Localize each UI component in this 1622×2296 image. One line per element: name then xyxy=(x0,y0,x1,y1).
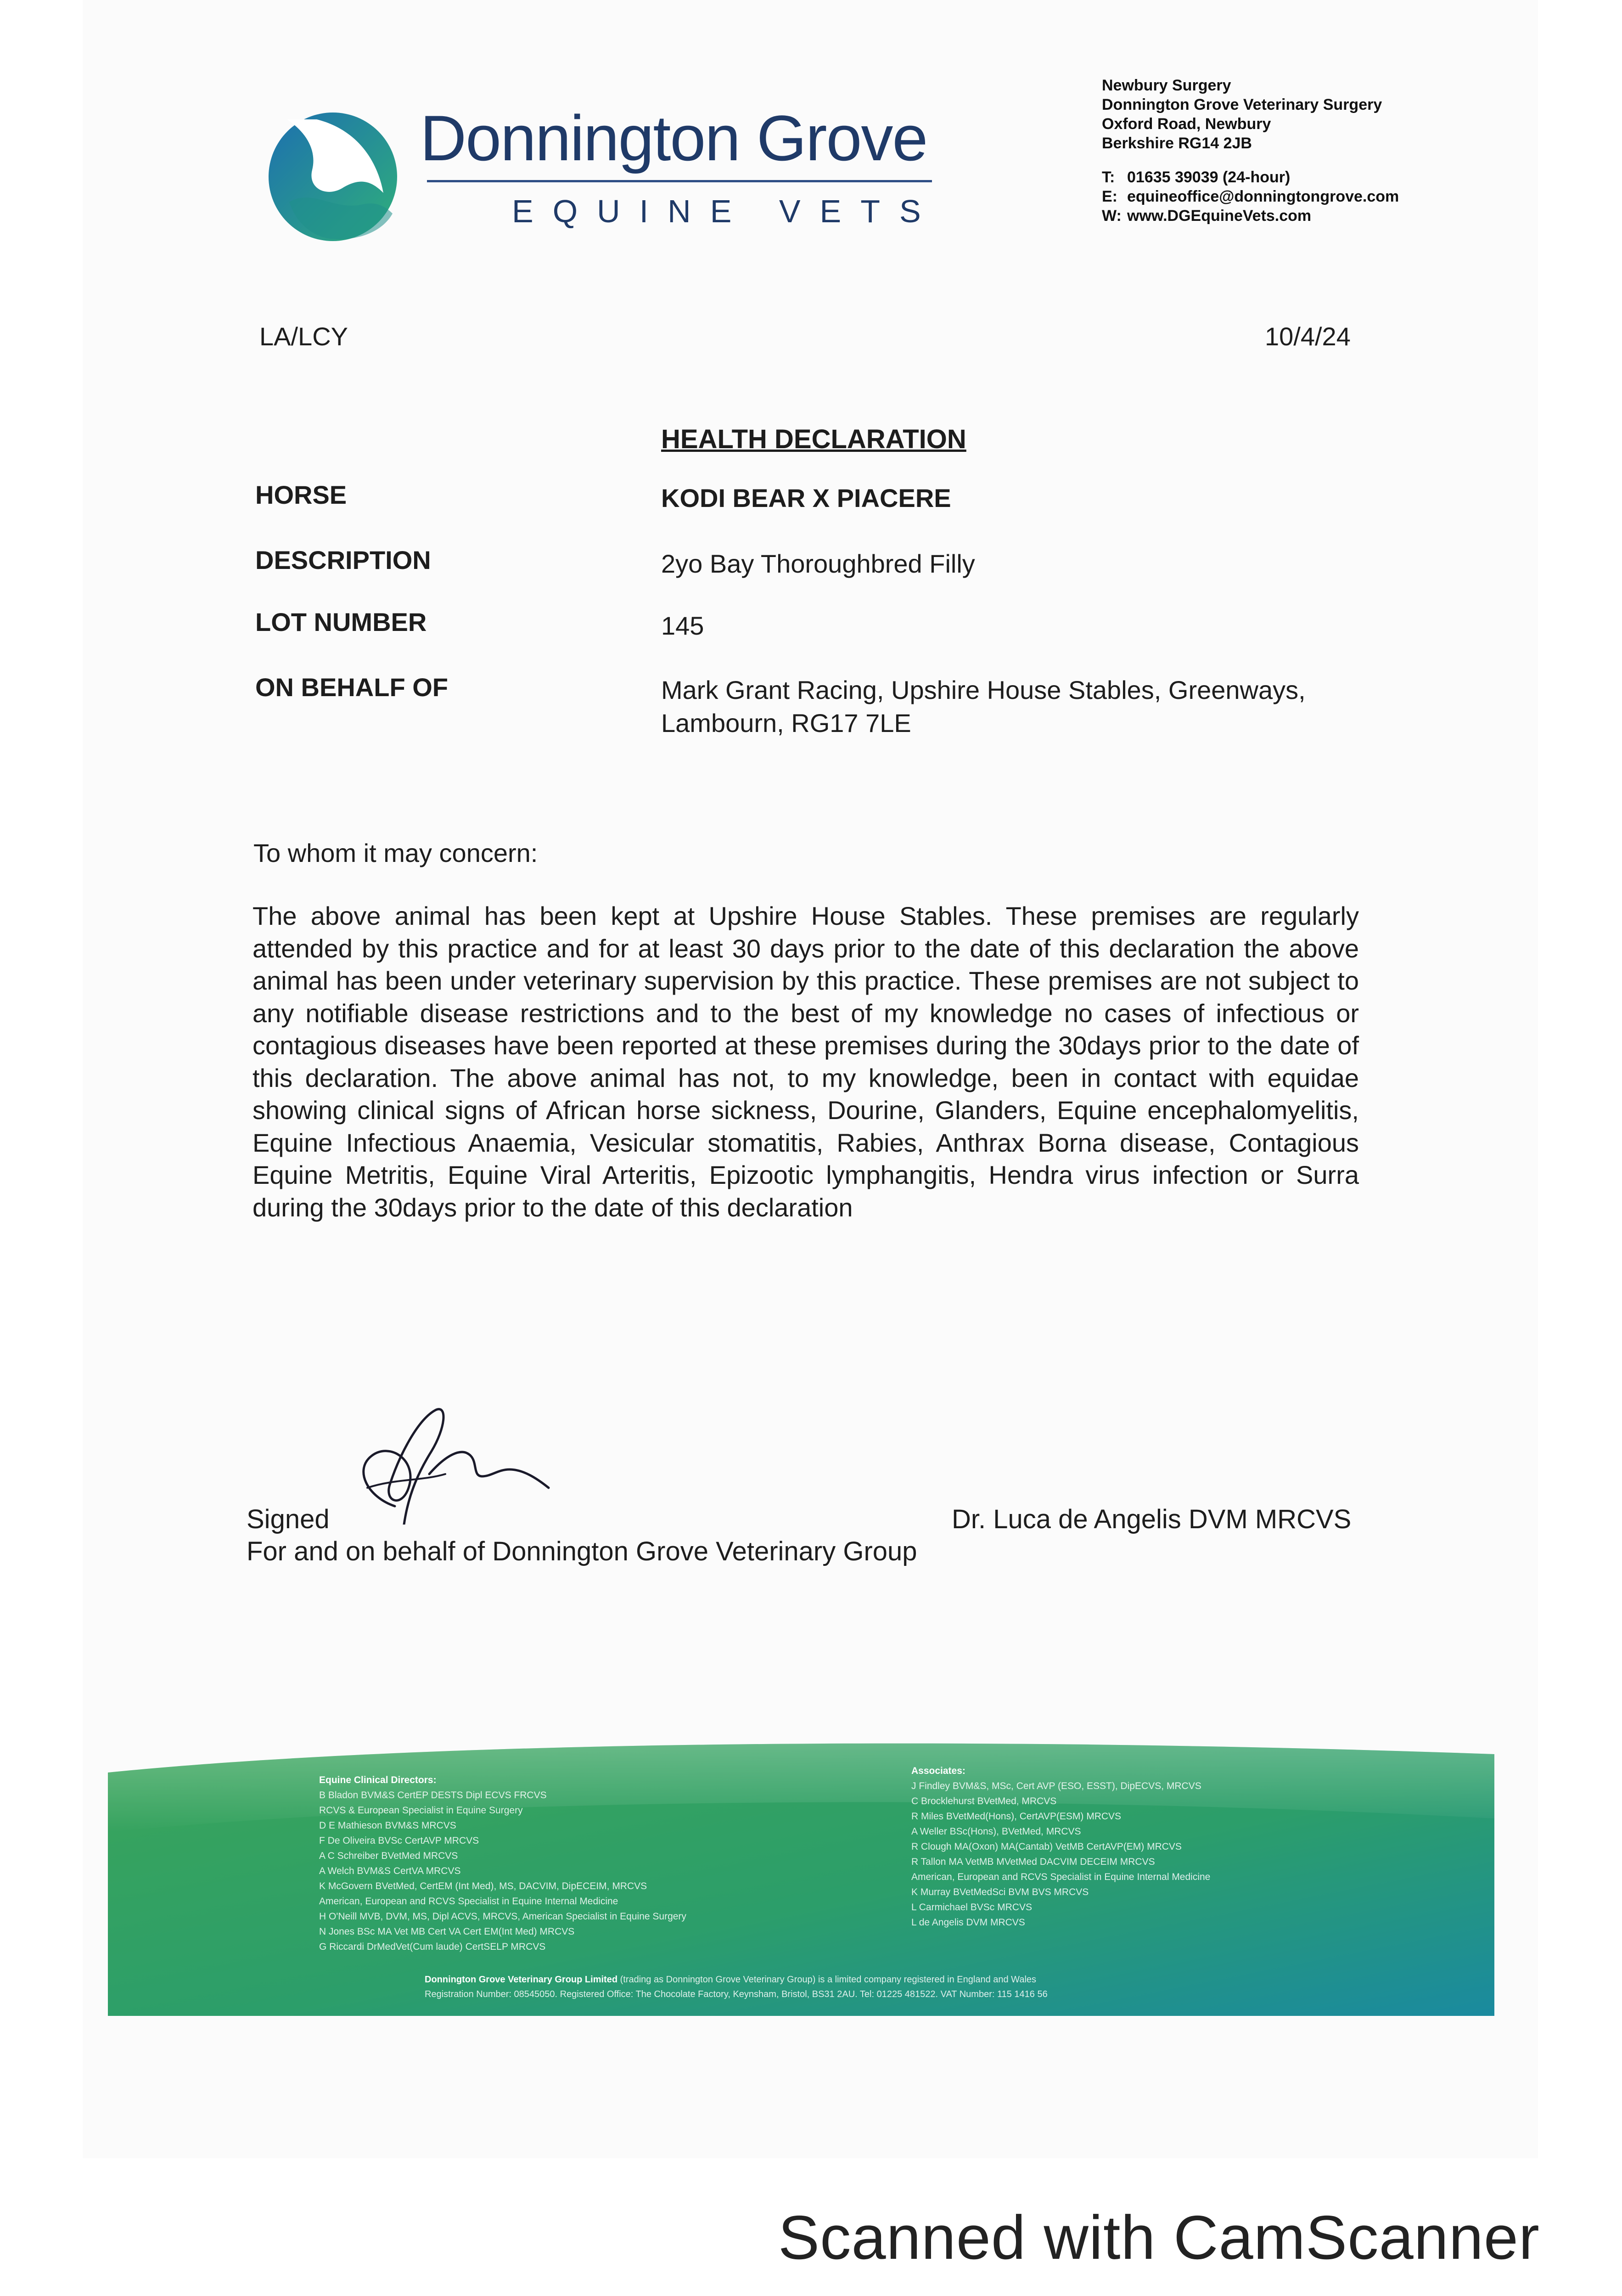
director-line: American, European and RCVS Specialist in Equine Internal Medicine xyxy=(319,1896,618,1907)
address-line: Donnington Grove Veterinary Surgery xyxy=(1102,96,1382,113)
practice-contact xyxy=(1102,168,1399,225)
letter-date: 10/4/24 xyxy=(1265,322,1351,351)
director-line: H O'Neill MVB, DVM, MS, Dipl ACVS, MRCVS, American Specialist in Equine Surgery xyxy=(319,1911,686,1922)
directors-heading: Equine Clinical Directors: xyxy=(319,1775,437,1785)
associate-line: L de Angelis DVM MRCVS xyxy=(911,1917,1025,1928)
director-line: D E Mathieson BVM&S MRCVS xyxy=(319,1820,456,1831)
field-value-on-behalf-of-line: Lambourn, RG17 7LE xyxy=(661,709,911,737)
legal-line: Registration Number: 08545050. Registered Office: The Chocolate Factory, Keynsham, Bristol, BS31 2AU. Tel: 01225 481522. VAT Number: 115 1416 56 xyxy=(425,1989,1048,1999)
field-label-description: DESCRIPTION xyxy=(255,546,431,574)
contact-website: www.DGEquineVets.com xyxy=(1127,207,1312,225)
director-line: RCVS & European Specialist in Equine Surgery xyxy=(319,1805,523,1816)
director-line: N Jones BSc MA Vet MB Cert VA Cert EM(Int Med) MRCVS xyxy=(319,1926,575,1937)
field-label-lot-number: LOT NUMBER xyxy=(255,608,427,636)
contact-key: T: xyxy=(1102,169,1115,186)
brand-subtitle: EQUINE VETS xyxy=(512,193,940,229)
director-line: K McGovern BVetMed, CertEM (Int Med), MS, DACVIM, DipECEIM, MRCVS xyxy=(319,1881,647,1891)
brand-divider xyxy=(427,180,932,182)
address-line: Newbury Surgery xyxy=(1102,77,1231,94)
field-label-on-behalf-of: ON BEHALF OF xyxy=(255,673,448,702)
document-title: HEALTH DECLARATION xyxy=(661,424,966,454)
camscanner-watermark: Scanned with CamScanner xyxy=(778,2203,1540,2272)
contact-phone: 01635 39039 (24-hour) xyxy=(1127,169,1291,186)
greeting: To whom it may concern: xyxy=(253,838,538,867)
associate-line: L Carmichael BVSc MRCVS xyxy=(911,1902,1032,1913)
footer-legal xyxy=(425,1972,1048,2002)
associate-line: J Findley BVM&S, MSc, Cert AVP (ESO, ESST), DipECVS, MRCVS xyxy=(911,1781,1201,1791)
legal-line: (trading as Donnington Grove Veterinary Group) is a limited company registered in England and Wales xyxy=(620,1975,1037,1985)
on-behalf-line: For and on behalf of Donnington Grove Veterinary Group xyxy=(247,1536,917,1566)
signature-graphic xyxy=(340,1401,551,1525)
contact-key: E: xyxy=(1102,188,1117,205)
field-value-on-behalf-of-line: Mark Grant Racing, Upshire House Stables, Greenways, xyxy=(661,675,1306,704)
field-value-description: 2yo Bay Thoroughbred Filly xyxy=(661,549,975,578)
director-line: G Riccardi DrMedVet(Cum laude) CertSELP MRCVS xyxy=(319,1941,546,1952)
contact-key: W: xyxy=(1102,207,1122,225)
practice-address xyxy=(1102,76,1382,153)
associate-line: C Brocklehurst BVetMed, MRCVS xyxy=(911,1796,1057,1806)
director-line: A Welch BVM&S CertVA MRCVS xyxy=(319,1866,461,1876)
address-line: Berkshire RG14 2JB xyxy=(1102,135,1252,152)
legal-company: Donnington Grove Veterinary Group Limited xyxy=(425,1975,618,1985)
associate-line: R Clough MA(Oxon) MA(Cantab) VetMB CertAVP(EM) MRCVS xyxy=(911,1841,1182,1852)
contact-email: equineoffice@donningtongrove.com xyxy=(1127,188,1399,205)
donnington-grove-logo-icon xyxy=(262,101,404,243)
footer-associates xyxy=(911,1763,1210,1930)
reference: LA/LCY xyxy=(259,322,348,351)
associate-line: American, European and RCVS Specialist in Equine Internal Medicine xyxy=(911,1872,1211,1882)
associate-line: A Weller BSc(Hons), BVetMed, MRCVS xyxy=(911,1826,1081,1837)
field-label-horse: HORSE xyxy=(255,480,347,509)
footer-directors xyxy=(319,1773,686,1954)
declaration-body: The above animal has been kept at Upshire House Stables. These premises are regularly attended by this practice and for at least 30 days prior to the date of this declaration the above animal has been under veterinary supervision by this practice. These premises are not subject to any notifiable disease restrictions and to the best of my knowledge no cases of infectious or contagious diseases have been reported at these premises during the 30days prior to the date of this declaration. The above animal has not, to my knowledge, been in contact with equidae showing clinical signs of African horse sickness, Dourine, Glanders, Equine encephalomyelitis, Equine Infectious Anaemia, Vesicular stomatitis, Rabies, Anthrax Borna disease, Contagious Equine Metritis, Equine Viral Arteritis, Epizootic lymphangitis, Hendra virus infection or Surra during the 30days prior to the date of this declaration xyxy=(253,901,1359,1222)
field-value-horse: KODI BEAR X PIACERE xyxy=(661,484,951,512)
associate-line: K Murray BVetMedSci BVM BVS MRCVS xyxy=(911,1887,1089,1897)
director-line: A C Schreiber BVetMed MRCVS xyxy=(319,1851,458,1861)
associate-line: R Tallon MA VetMB MVetMed DACVIM DECEIM MRCVS xyxy=(911,1857,1155,1867)
director-line: F De Oliveira BVSc CertAVP MRCVS xyxy=(319,1835,479,1846)
address-line: Oxford Road, Newbury xyxy=(1102,115,1271,133)
director-line: B Bladon BVM&S CertEP DESTS Dipl ECVS FRCVS xyxy=(319,1790,547,1801)
signed-label: Signed xyxy=(247,1504,330,1534)
associates-heading: Associates: xyxy=(911,1766,965,1776)
brand-name: Donnington Grove xyxy=(420,102,927,174)
associate-line: R Miles BVetMed(Hons), CertAVP(ESM) MRCVS xyxy=(911,1811,1122,1822)
signatory-name: Dr. Luca de Angelis DVM MRCVS xyxy=(952,1504,1352,1534)
field-value-lot-number: 145 xyxy=(661,611,704,640)
